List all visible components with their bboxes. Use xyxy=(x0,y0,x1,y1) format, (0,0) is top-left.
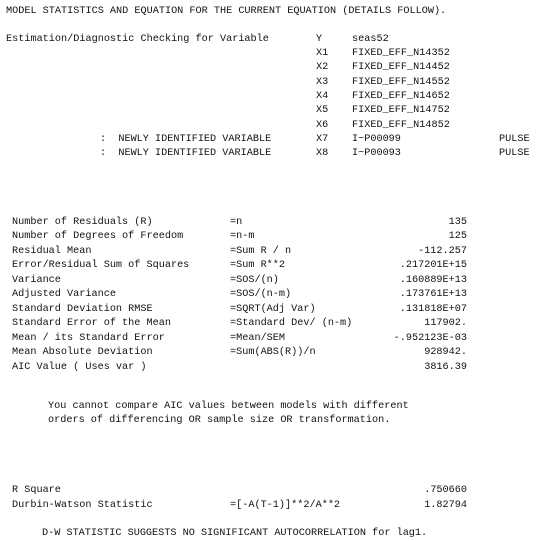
stat-label: Standard Deviation RMSE xyxy=(12,303,153,315)
variable-status: : NEWLY IDENTIFIED VARIABLE xyxy=(100,148,272,160)
stat-label: Variance xyxy=(12,274,61,286)
aic-note-line-1: You cannot compare AIC values between models with different xyxy=(48,401,409,412)
stat-value: -.952123E-03 xyxy=(393,332,467,344)
estimation-label: Estimation/Diagnostic Checking for Variable xyxy=(6,34,269,45)
variable-tag: X3 xyxy=(316,76,329,88)
stat-formula: =Sum(ABS(R))/n xyxy=(230,347,316,359)
report-title: MODEL STATISTICS AND EQUATION FOR THE CURRENT EQUATION (DETAILS FOLLOW). xyxy=(6,6,447,17)
variable-name: FIXED_EFF_N14852 xyxy=(352,119,450,131)
stat-formula: =Mean/SEM xyxy=(230,332,286,344)
stat-formula: =Sum R**2 xyxy=(230,260,286,272)
stat-label: Mean / its Standard Error xyxy=(12,332,165,344)
stat-label: AIC Value ( Uses var ) xyxy=(12,361,147,373)
stat-formula: =n xyxy=(230,217,243,228)
stat-value: .217201E+15 xyxy=(399,260,467,272)
variable-tag: X1 xyxy=(316,48,329,59)
stat-formula: =n-m xyxy=(230,231,255,243)
stat-value: .160889E+13 xyxy=(399,274,467,286)
fit-label: R Square xyxy=(12,485,61,496)
variable-name: I~P00093 xyxy=(352,148,401,160)
stat-value: 135 xyxy=(448,217,467,228)
variable-tag: X5 xyxy=(316,105,329,117)
aic-note-line-2: orders of differencing OR sample size OR transformation. xyxy=(48,415,391,426)
fit-value: 1.82794 xyxy=(424,499,467,511)
fit-formula: =[-A(T-1)]**2/A**2 xyxy=(230,499,341,511)
stat-label: Error/Residual Sum of Squares xyxy=(12,260,190,272)
variable-name: FIXED_EFF_N14552 xyxy=(352,76,450,88)
stat-label: Standard Error of the Mean xyxy=(12,318,171,330)
variable-tag: X7 xyxy=(316,133,329,145)
stat-formula: =SQRT(Adj Var) xyxy=(230,303,316,315)
variable-name: FIXED_EFF_N14752 xyxy=(352,105,450,117)
durbin-watson-conclusion: D-W STATISTIC SUGGESTS NO SIGNIFICANT AUTOCORRELATION for lag1. xyxy=(42,528,428,539)
stat-value: 125 xyxy=(448,231,467,243)
stat-formula: =SOS/(n-m) xyxy=(230,289,292,301)
stat-value: 117902. xyxy=(424,318,467,330)
dependent-variable-tag: Y xyxy=(316,34,323,45)
stat-label: Number of Residuals (R) xyxy=(12,217,153,228)
stat-formula: =Standard Dev/ (n-m) xyxy=(230,318,353,330)
dependent-variable-name: seas52 xyxy=(352,34,389,45)
stat-value: .173761E+13 xyxy=(399,289,467,301)
fit-label: Durbin-Watson Statistic xyxy=(12,499,153,511)
fit-value: .750660 xyxy=(424,485,467,496)
stat-label: Mean Absolute Deviation xyxy=(12,347,153,359)
stat-formula: =Sum R / n xyxy=(230,245,292,257)
variable-name: FIXED_EFF_N14352 xyxy=(352,48,450,59)
stat-value: 3816.39 xyxy=(424,361,467,373)
stat-value: 928942. xyxy=(424,347,467,359)
variable-tag: X2 xyxy=(316,62,329,74)
variable-tag: X6 xyxy=(316,119,329,131)
stat-value: -112.257 xyxy=(418,245,467,257)
variable-name: I~P00099 xyxy=(352,133,401,145)
stat-label: Number of Degrees of Freedom xyxy=(12,231,184,243)
stat-formula: =SOS/(n) xyxy=(230,274,279,286)
variable-name: FIXED_EFF_N14452 xyxy=(352,62,450,74)
stat-label: Adjusted Variance xyxy=(12,289,116,301)
variable-type: PULSE xyxy=(499,148,530,160)
stat-label: Residual Mean xyxy=(12,245,92,257)
variable-tag: X4 xyxy=(316,90,329,102)
variable-type: PULSE xyxy=(499,133,530,145)
variable-name: FIXED_EFF_N14652 xyxy=(352,90,450,102)
variable-tag: X8 xyxy=(316,148,329,160)
stat-value: .131818E+07 xyxy=(399,303,467,315)
variable-status: : NEWLY IDENTIFIED VARIABLE xyxy=(100,133,272,145)
